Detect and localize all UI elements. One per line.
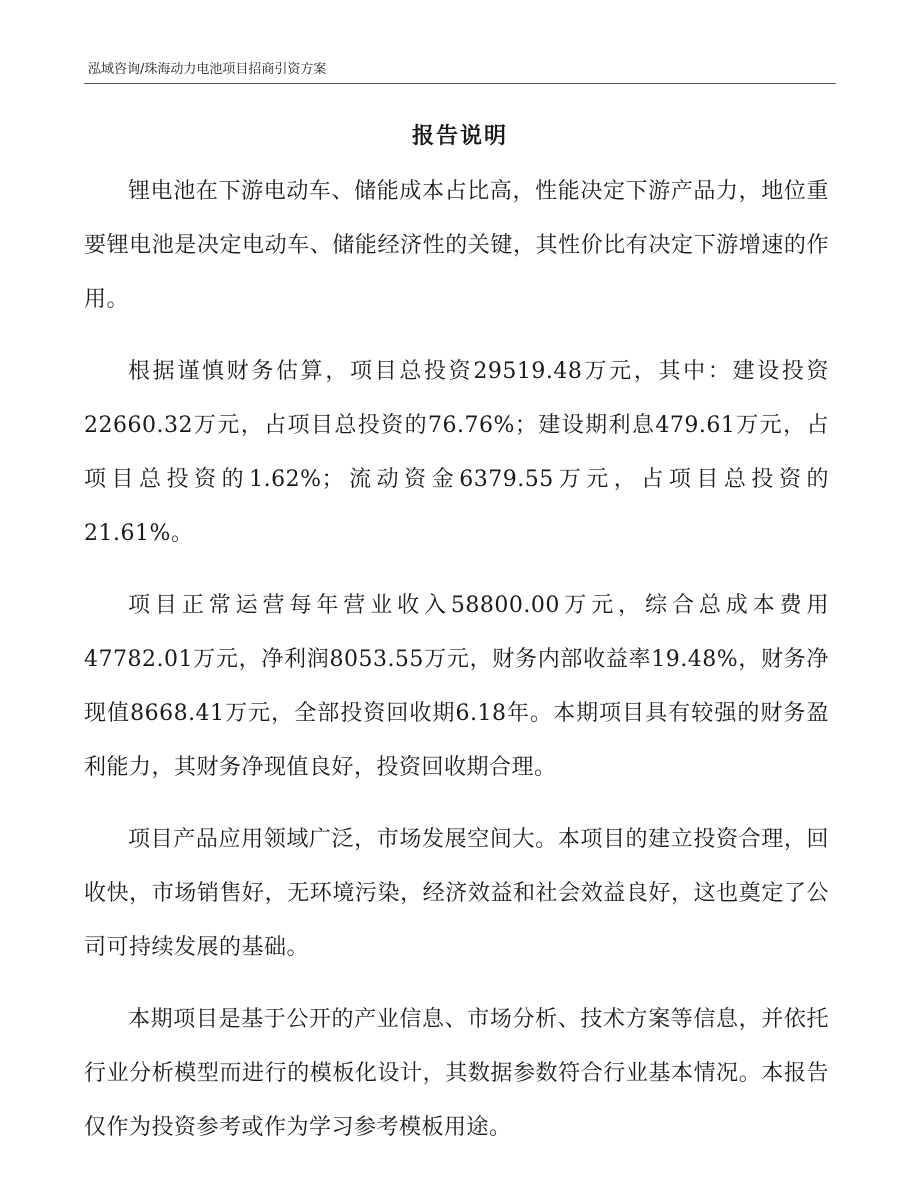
paragraph-3: 项目正常运营每年营业收入58800.00万元，综合总成本费用47782.01万元，净利润8053.55万元，财务内部收益率19.48%，财务净现值8668.41万元，全部投资回收期6.18年。本期项目具有较强的财务盈利能力，其财务净现值良好，投资回收期合理。 [84, 593, 829, 780]
paragraph-2: 根据谨慎财务估算，项目总投资29519.48万元，其中：建设投资22660.32万元，占项目总投资的76.76%；建设期利息479.61万元，占项目总投资的1.62%；流动资金6379.55万元，占项目总投资的21.61%。 [84, 359, 829, 546]
page-header: 泓域咨询/珠海动力电池项目招商引资方案 [88, 62, 327, 77]
paragraph-5: 本期项目是基于公开的产业信息、市场分析、技术方案等信息，并依托行业分析模型而进行的模板化设计，其数据参数符合行业基本情况。本报告仅作为投资参考或作为学习参考模板用途。 [84, 1007, 829, 1140]
paragraph-4: 项目产品应用领域广泛，市场发展空间大。本项目的建立投资合理，回收快，市场销售好，无环境污染，经济效益和社会效益良好，这也奠定了公司可持续发展的基础。 [84, 827, 829, 960]
report-body [84, 165, 829, 1173]
header-divider [84, 83, 836, 84]
page-title: 报告说明 [411, 124, 508, 149]
paragraph-1: 锂电池在下游电动车、储能成本占比高，性能决定下游产品力，地位重要锂电池是决定电动车、储能经济性的关键，其性价比有决定下游增速的作用。 [84, 179, 829, 312]
